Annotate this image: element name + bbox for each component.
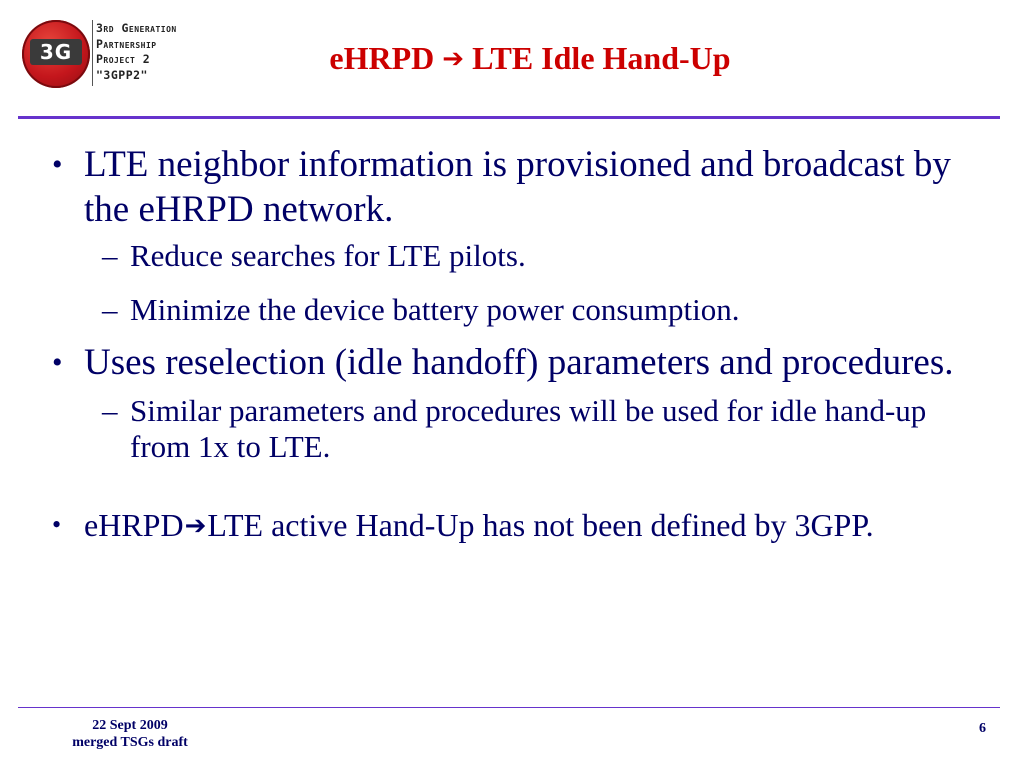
logo-line-2: Partnership [96,36,157,51]
sub-bullet-1-1 [48,238,988,274]
sub-bullet-1-2 [48,292,988,328]
footer-info [40,717,220,751]
bullet-1 [48,142,988,232]
sub-bullet-1-1-text: Reduce searches for LTE pilots. [130,238,526,273]
logo-divider [92,20,93,86]
sub-dash: – [102,393,118,428]
3gpp2-logo [22,18,242,90]
bullet-3 [48,505,988,546]
logo-line-3: Project 2 [96,52,151,66]
sub-dash: – [102,292,118,327]
bullet-dot: • [52,346,63,379]
bullet-2 [48,340,988,385]
bullet-dot: • [52,510,62,539]
logo-line-1: 3rd Generation [96,21,177,35]
page-number: 6 [979,721,986,736]
title-right: LTE Idle Hand-Up [472,40,731,76]
logo-text [96,21,177,83]
logo-mark: 3G [30,39,82,65]
sub-bullet-2-1 [48,393,988,465]
sub-dash: – [102,238,118,273]
sub-bullet-2-1-text: Similar parameters and procedures will be used for idle hand-up from 1x to LTE. [130,393,927,464]
footer-note: merged TSGs draft [72,735,188,750]
bullet-3-text-right: LTE active Hand-Up has not been defined by 3GPP. [207,507,874,543]
bullet-2-text: Uses reselection (idle handoff) parameters and procedures. [84,342,954,383]
footer-date: 22 Sept 2009 [92,718,168,733]
slide-body [48,142,988,552]
title-left: eHRPD [329,40,435,76]
slide-title [250,40,810,77]
bullet-1-text: LTE neighbor information is provisioned and broadcast by the eHRPD network. [84,144,951,230]
title-divider [18,116,1000,119]
footer-divider [18,707,1000,708]
sub-bullet-1-2-text: Minimize the device battery power consumption. [130,292,740,327]
bullet-3-text-left: eHRPD [84,507,184,543]
right-arrow-icon: ➔ [184,511,207,541]
logo-line-4: "3GPP2" [96,67,148,82]
bullet-dot: • [52,148,63,181]
right-arrow-icon: ➔ [442,44,465,74]
